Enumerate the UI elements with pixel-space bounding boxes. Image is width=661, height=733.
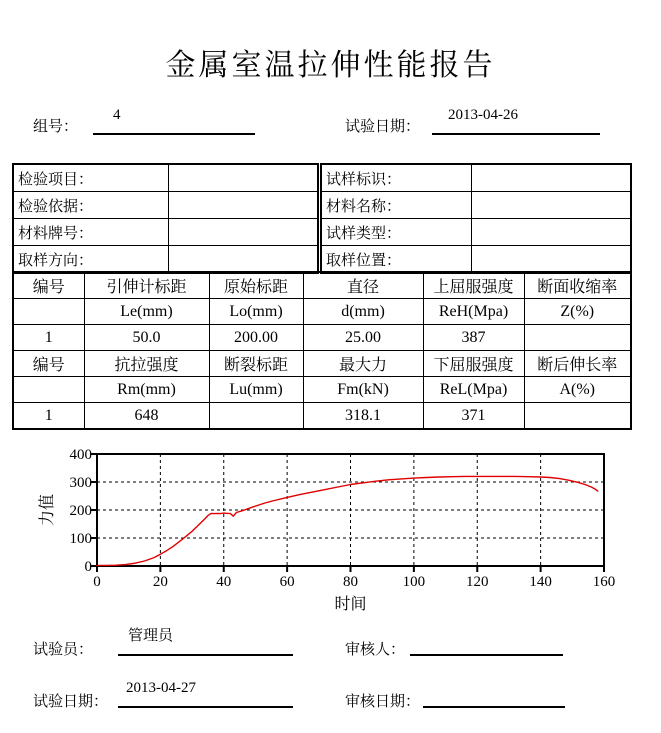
x-tick-label: 100 (402, 574, 426, 590)
info-label-cell: 材料名称： (321, 192, 471, 219)
y-tick-label: 300 (69, 475, 92, 491)
info-label-cell: 试样标识： (321, 164, 471, 192)
results-cell (524, 403, 631, 430)
group-value: 4 (113, 107, 121, 123)
results-cell: 原始标距 (209, 272, 303, 299)
report-title: 金属室温拉伸性能报告 (165, 49, 496, 82)
x-tick-label: 60 (279, 574, 295, 590)
results-cell: Fm(kN) (303, 377, 423, 403)
tester-value-underline (118, 628, 293, 656)
results-row (13, 403, 631, 430)
results-cell: 25.00 (303, 325, 423, 351)
test-date2-value: 2013-04-27 (126, 680, 196, 696)
x-tick-label: 120 (466, 574, 489, 590)
results-cell: d(mm) (303, 299, 423, 325)
info-value-cell (168, 164, 318, 192)
force-curve (97, 476, 598, 565)
review-date-label: 审核日期： (345, 694, 421, 710)
results-cell: 断裂标距 (209, 351, 303, 377)
results-cell: Z(%) (524, 299, 631, 325)
info-value-cell (168, 192, 318, 219)
results-cell: 200.00 (209, 325, 303, 351)
results-row (13, 351, 631, 377)
results-cell: 引伸计标距 (84, 272, 209, 299)
results-cell: A(%) (524, 377, 631, 403)
results-cell (524, 325, 631, 351)
y-tick-label: 200 (69, 503, 92, 519)
tester-value: 管理员 (128, 628, 174, 644)
info-table-left (12, 163, 319, 274)
results-cell: 387 (423, 325, 524, 351)
y-tick-label: 0 (84, 559, 92, 575)
info-label-cell: 试样类型： (321, 219, 471, 246)
results-cell: 50.0 (84, 325, 209, 351)
reviewer-label: 审核人： (345, 642, 406, 658)
results-cell: 编号 (13, 272, 84, 299)
group-value-underline (93, 107, 255, 135)
results-cell (13, 377, 84, 403)
x-tick-label: 20 (152, 574, 168, 590)
results-row (13, 299, 631, 325)
results-cell: 318.1 (303, 403, 423, 430)
x-tick-label: 0 (93, 574, 101, 590)
results-cell (209, 403, 303, 430)
x-tick-label: 40 (216, 574, 232, 590)
info-value-cell (471, 219, 631, 246)
y-tick-label: 100 (69, 531, 92, 547)
info-table-right (320, 163, 632, 274)
tester-label: 试验员： (33, 642, 94, 658)
info-label-cell: 材料牌号： (13, 219, 168, 246)
y-axis-title: 力值 (39, 493, 56, 527)
results-row (13, 272, 631, 299)
results-cell: 下屈服强度 (423, 351, 524, 377)
x-tick-label: 80 (343, 574, 358, 590)
info-label-cell: 取样位置： (321, 246, 471, 274)
test-date-label: 试验日期： (345, 119, 421, 135)
info-label-cell: 检验依据： (13, 192, 168, 219)
results-cell: 上屈服强度 (423, 272, 524, 299)
reviewer-value-underline (410, 628, 563, 656)
results-cell: 编号 (13, 351, 84, 377)
info-value-cell (471, 164, 631, 192)
results-cell: 断后伸长率 (524, 351, 631, 377)
results-row (13, 325, 631, 351)
test-date2-underline (118, 680, 293, 708)
results-cell: ReL(Mpa) (423, 377, 524, 403)
review-date-underline (423, 680, 565, 708)
results-cell: 最大力 (303, 351, 423, 377)
results-cell: Le(mm) (84, 299, 209, 325)
results-cell: 抗拉强度 (84, 351, 209, 377)
info-value-cell (471, 246, 631, 274)
force-time-chart (30, 443, 650, 621)
results-cell: 371 (423, 403, 524, 430)
test-date-value: 2013-04-26 (448, 107, 518, 123)
results-cell: 1 (13, 403, 84, 430)
results-cell: Rm(mm) (84, 377, 209, 403)
results-cell: 648 (84, 403, 209, 430)
results-table (12, 271, 632, 430)
results-cell: ReH(Mpa) (423, 299, 524, 325)
test-date-underline (432, 107, 600, 135)
results-cell: 直径 (303, 272, 423, 299)
info-label-cell: 检验项目： (13, 164, 168, 192)
info-value-cell (471, 192, 631, 219)
test-date2-label: 试验日期： (33, 694, 109, 710)
x-tick-label: 140 (529, 574, 552, 590)
y-tick-label: 400 (69, 447, 92, 463)
results-cell (13, 299, 84, 325)
info-label-cell: 取样方向： (13, 246, 168, 274)
results-cell: 1 (13, 325, 84, 351)
results-cell: 断面收缩率 (524, 272, 631, 299)
x-axis-title: 时间 (334, 596, 367, 613)
group-label: 组号： (33, 119, 79, 135)
results-cell: Lo(mm) (209, 299, 303, 325)
x-tick-label: 160 (592, 574, 616, 590)
results-cell: Lu(mm) (209, 377, 303, 403)
info-value-cell (168, 219, 318, 246)
results-row (13, 377, 631, 403)
info-value-cell (168, 246, 318, 274)
